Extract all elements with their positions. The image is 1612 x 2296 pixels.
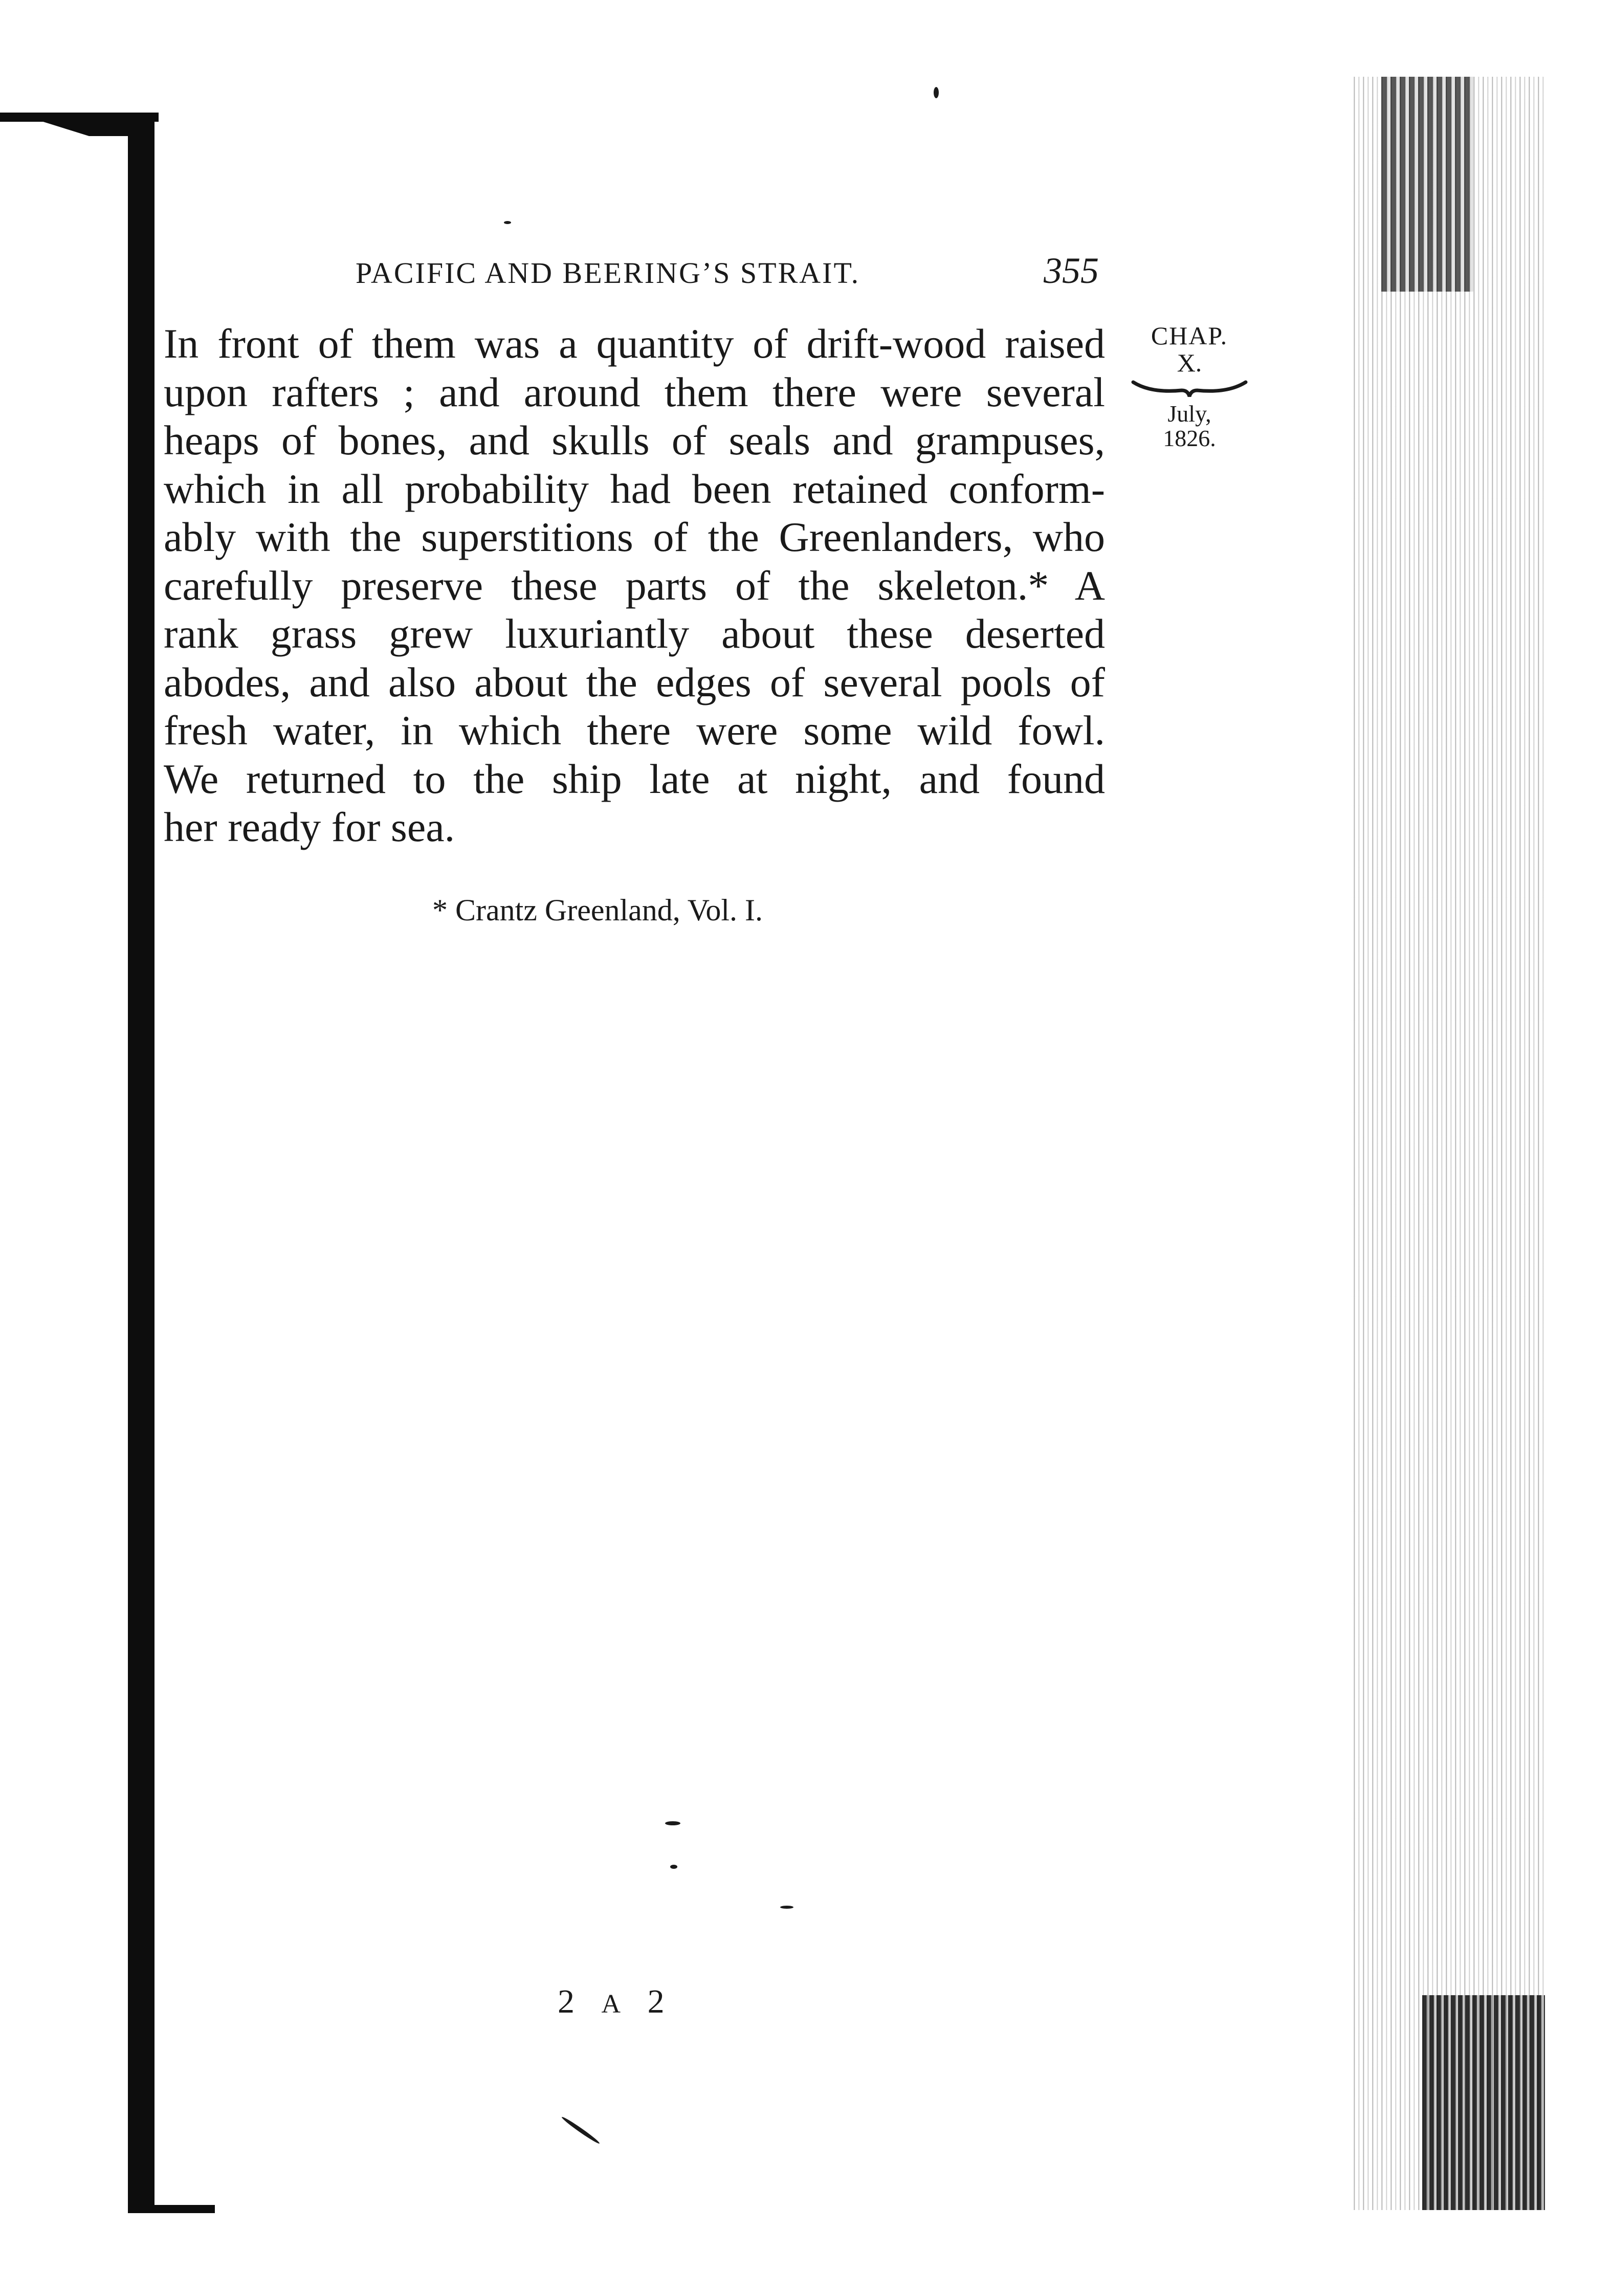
binding-spine-wedge [15,121,138,136]
page-number: 355 [1044,250,1099,291]
scan-speck [670,1865,677,1869]
body-line: carefully preserve these parts of the skeleton.* A [164,562,1105,609]
page-edge-dark-bottom [1422,1995,1545,2210]
brace-icon [1131,378,1248,399]
body-line: We returned to the ship late at night, and found [164,755,1105,802]
signature-middle: A [601,1990,630,2019]
scan-speck [934,87,939,98]
binding-spine [128,115,154,2210]
page-edge-stack [1351,77,1545,2210]
body-line: In front of them was a quantity of drift-wood raised [164,320,1105,367]
margin-note [1131,322,1248,451]
body-line: rank grass grew luxuriantly about these deserted [164,610,1105,657]
body-line: which in all probability had been retained conform- [164,465,1105,512]
footnote: * Crantz Greenland, Vol. I. [432,893,763,927]
margin-year: 1826. [1163,425,1216,452]
margin-chapter-number: X. [1177,348,1202,377]
body-paragraph [164,320,1105,852]
page-edge-dark-top [1381,77,1473,292]
body-line: fresh water, in which there were some wild fowl. [164,707,1105,754]
margin-chapter-label: CHAP. [1151,321,1228,350]
body-line: abodes, and also about the edges of several pools of [164,658,1105,705]
running-head: PACIFIC AND BEERING’S STRAIT. [356,256,860,290]
body-line: her ready for sea. [164,804,455,850]
signature-mark [558,1982,674,2021]
body-line: heaps of bones, and skulls of seals and grampuses, [164,417,1105,463]
scan-speck [504,221,511,224]
scan-speck [561,2115,601,2145]
binding-spine-foot [128,2205,215,2213]
margin-month: July, [1167,401,1211,427]
signature-last: 2 [647,1983,674,2020]
body-line: ably with the superstitions of the Greenlanders, who [164,514,1105,560]
scan-speck [665,1821,680,1825]
scan-speck [780,1906,793,1909]
body-line: upon rafters ; and around them there were several [164,368,1105,415]
signature-first: 2 [558,1983,584,2020]
